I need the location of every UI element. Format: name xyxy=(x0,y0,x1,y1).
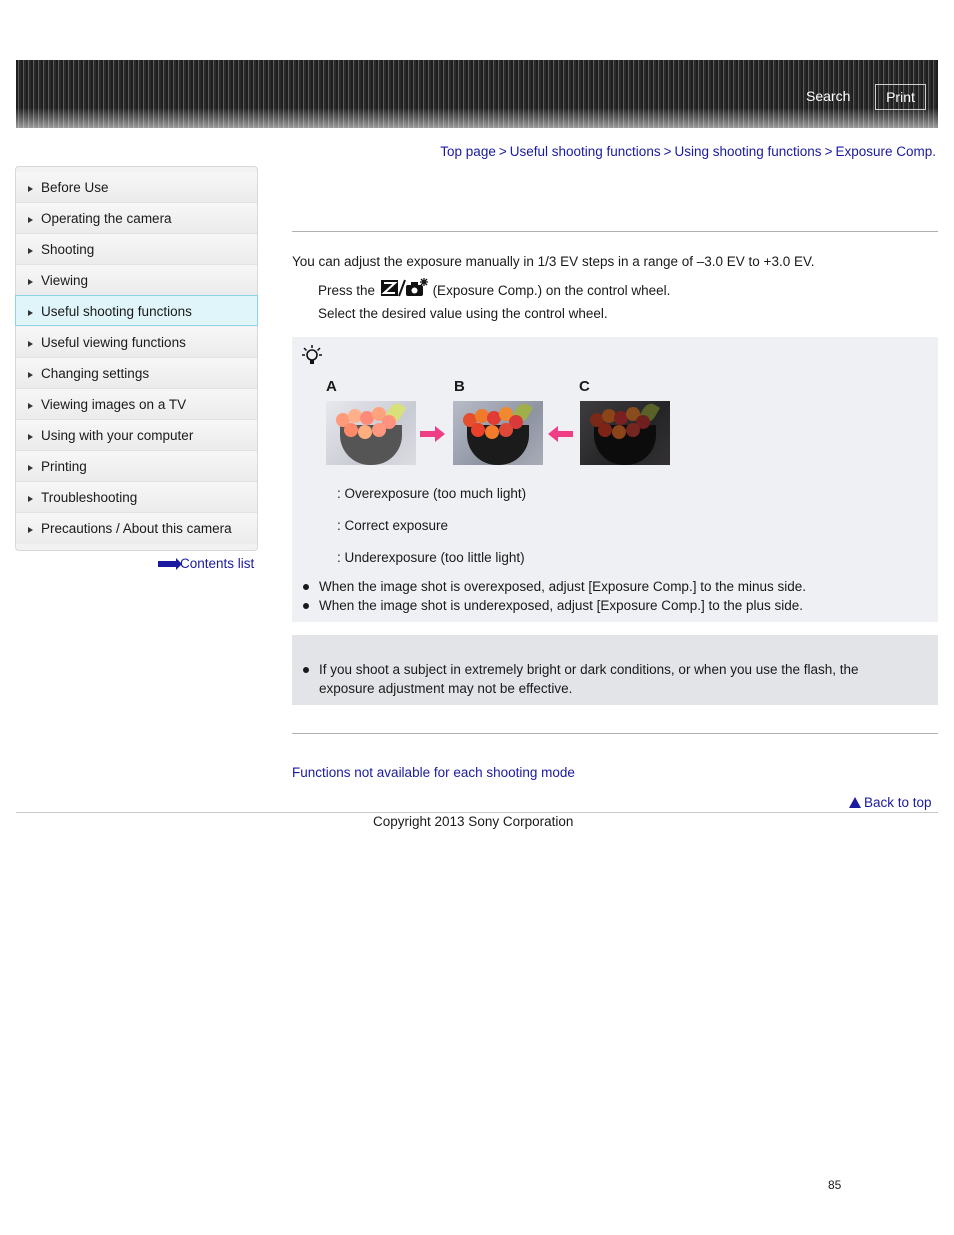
hint-bullet-1: When the image shot is overexposed, adjust [Exposure Comp.] to the minus side. xyxy=(319,579,807,594)
sidebar-item-printing[interactable]: Printing xyxy=(16,451,257,482)
legend-correct: : Correct exposure xyxy=(337,518,449,533)
divider xyxy=(292,733,938,734)
photo-overexposed xyxy=(326,401,416,465)
copyright: Copyright 2013 Sony Corporation xyxy=(373,814,574,829)
sidebar-item-viewing[interactable]: Viewing xyxy=(16,265,257,296)
triangle-up-icon xyxy=(849,797,861,808)
label-a: A xyxy=(326,378,337,395)
breadcrumb-separator: > xyxy=(498,144,507,159)
footer-divider xyxy=(16,812,938,813)
print-button[interactable]: Print xyxy=(875,84,926,110)
sidebar-item-viewing-images-on-a-tv[interactable]: Viewing images on a TV xyxy=(16,389,257,420)
arrow-right-icon xyxy=(158,561,178,567)
breadcrumb-separator: > xyxy=(824,144,833,159)
sidebar-item-using-with-your-computer[interactable]: Using with your computer xyxy=(16,420,257,451)
legend-overexposure: : Overexposure (too much light) xyxy=(337,486,527,501)
exposure-comp-icon xyxy=(381,278,429,298)
note-line-1: If you shoot a subject in extremely bright or dark conditions, or when you use the flash, the xyxy=(319,662,859,677)
step-2: Select the desired value using the control wheel. xyxy=(318,306,608,321)
breadcrumb xyxy=(440,144,936,159)
arrow-right-icon xyxy=(420,431,436,437)
sidebar-item-operating-the-camera[interactable]: Operating the camera xyxy=(16,203,257,234)
functions-not-available-link[interactable]: Functions not available for each shooting mode xyxy=(292,765,575,780)
label-c: C xyxy=(579,378,590,395)
photo-underexposed xyxy=(580,401,670,465)
breadcrumb-top-page[interactable]: Top page xyxy=(440,144,496,159)
breadcrumb-separator: > xyxy=(663,144,672,159)
breadcrumb-useful-shooting-functions[interactable]: Useful shooting functions xyxy=(509,144,661,159)
back-to-top-link[interactable] xyxy=(849,795,932,810)
legend-underexposure: : Underexposure (too little light) xyxy=(337,550,525,565)
back-to-top-label: Back to top xyxy=(864,795,932,810)
bullet-icon xyxy=(303,667,309,673)
page-number: 85 xyxy=(828,1178,842,1192)
sidebar-item-useful-shooting-functions[interactable]: Useful shooting functions xyxy=(15,295,258,326)
sidebar-item-shooting[interactable]: Shooting xyxy=(16,234,257,265)
contents-list-label: Contents list xyxy=(180,556,255,571)
step-1 xyxy=(318,278,670,300)
sidebar-item-precautions[interactable]: Precautions / About this camera xyxy=(16,513,257,544)
header-bar xyxy=(16,60,938,128)
bullet-icon xyxy=(303,584,309,590)
arrow-left-icon xyxy=(557,431,573,437)
sidebar-item-before-use[interactable]: Before Use xyxy=(16,172,257,203)
breadcrumb-using-shooting-functions[interactable]: Using shooting functions xyxy=(674,144,822,159)
search-link[interactable]: Search xyxy=(806,88,851,104)
intro-text: You can adjust the exposure manually in 1/3 EV steps in a range of –3.0 EV to +3.0 EV. xyxy=(292,254,815,269)
step-1-suffix: (Exposure Comp.) on the control wheel. xyxy=(432,283,671,298)
sidebar-item-troubleshooting[interactable]: Troubleshooting xyxy=(16,482,257,513)
breadcrumb-exposure-comp[interactable]: Exposure Comp. xyxy=(835,144,936,159)
sidebar-item-useful-viewing-functions[interactable]: Useful viewing functions xyxy=(16,327,257,358)
sidebar-item-changing-settings[interactable]: Changing settings xyxy=(16,358,257,389)
bullet-icon xyxy=(303,603,309,609)
contents-list-link[interactable] xyxy=(158,556,254,571)
label-b: B xyxy=(454,378,465,395)
note-line-2: exposure adjustment may not be effective. xyxy=(319,681,573,696)
step-1-prefix: Press the xyxy=(318,283,376,298)
photo-correct xyxy=(453,401,543,465)
hint-bullet-2: When the image shot is underexposed, adjust [Exposure Comp.] to the plus side. xyxy=(319,598,804,613)
lightbulb-icon xyxy=(302,344,322,366)
divider xyxy=(292,231,938,232)
sidebar-nav xyxy=(15,166,258,551)
